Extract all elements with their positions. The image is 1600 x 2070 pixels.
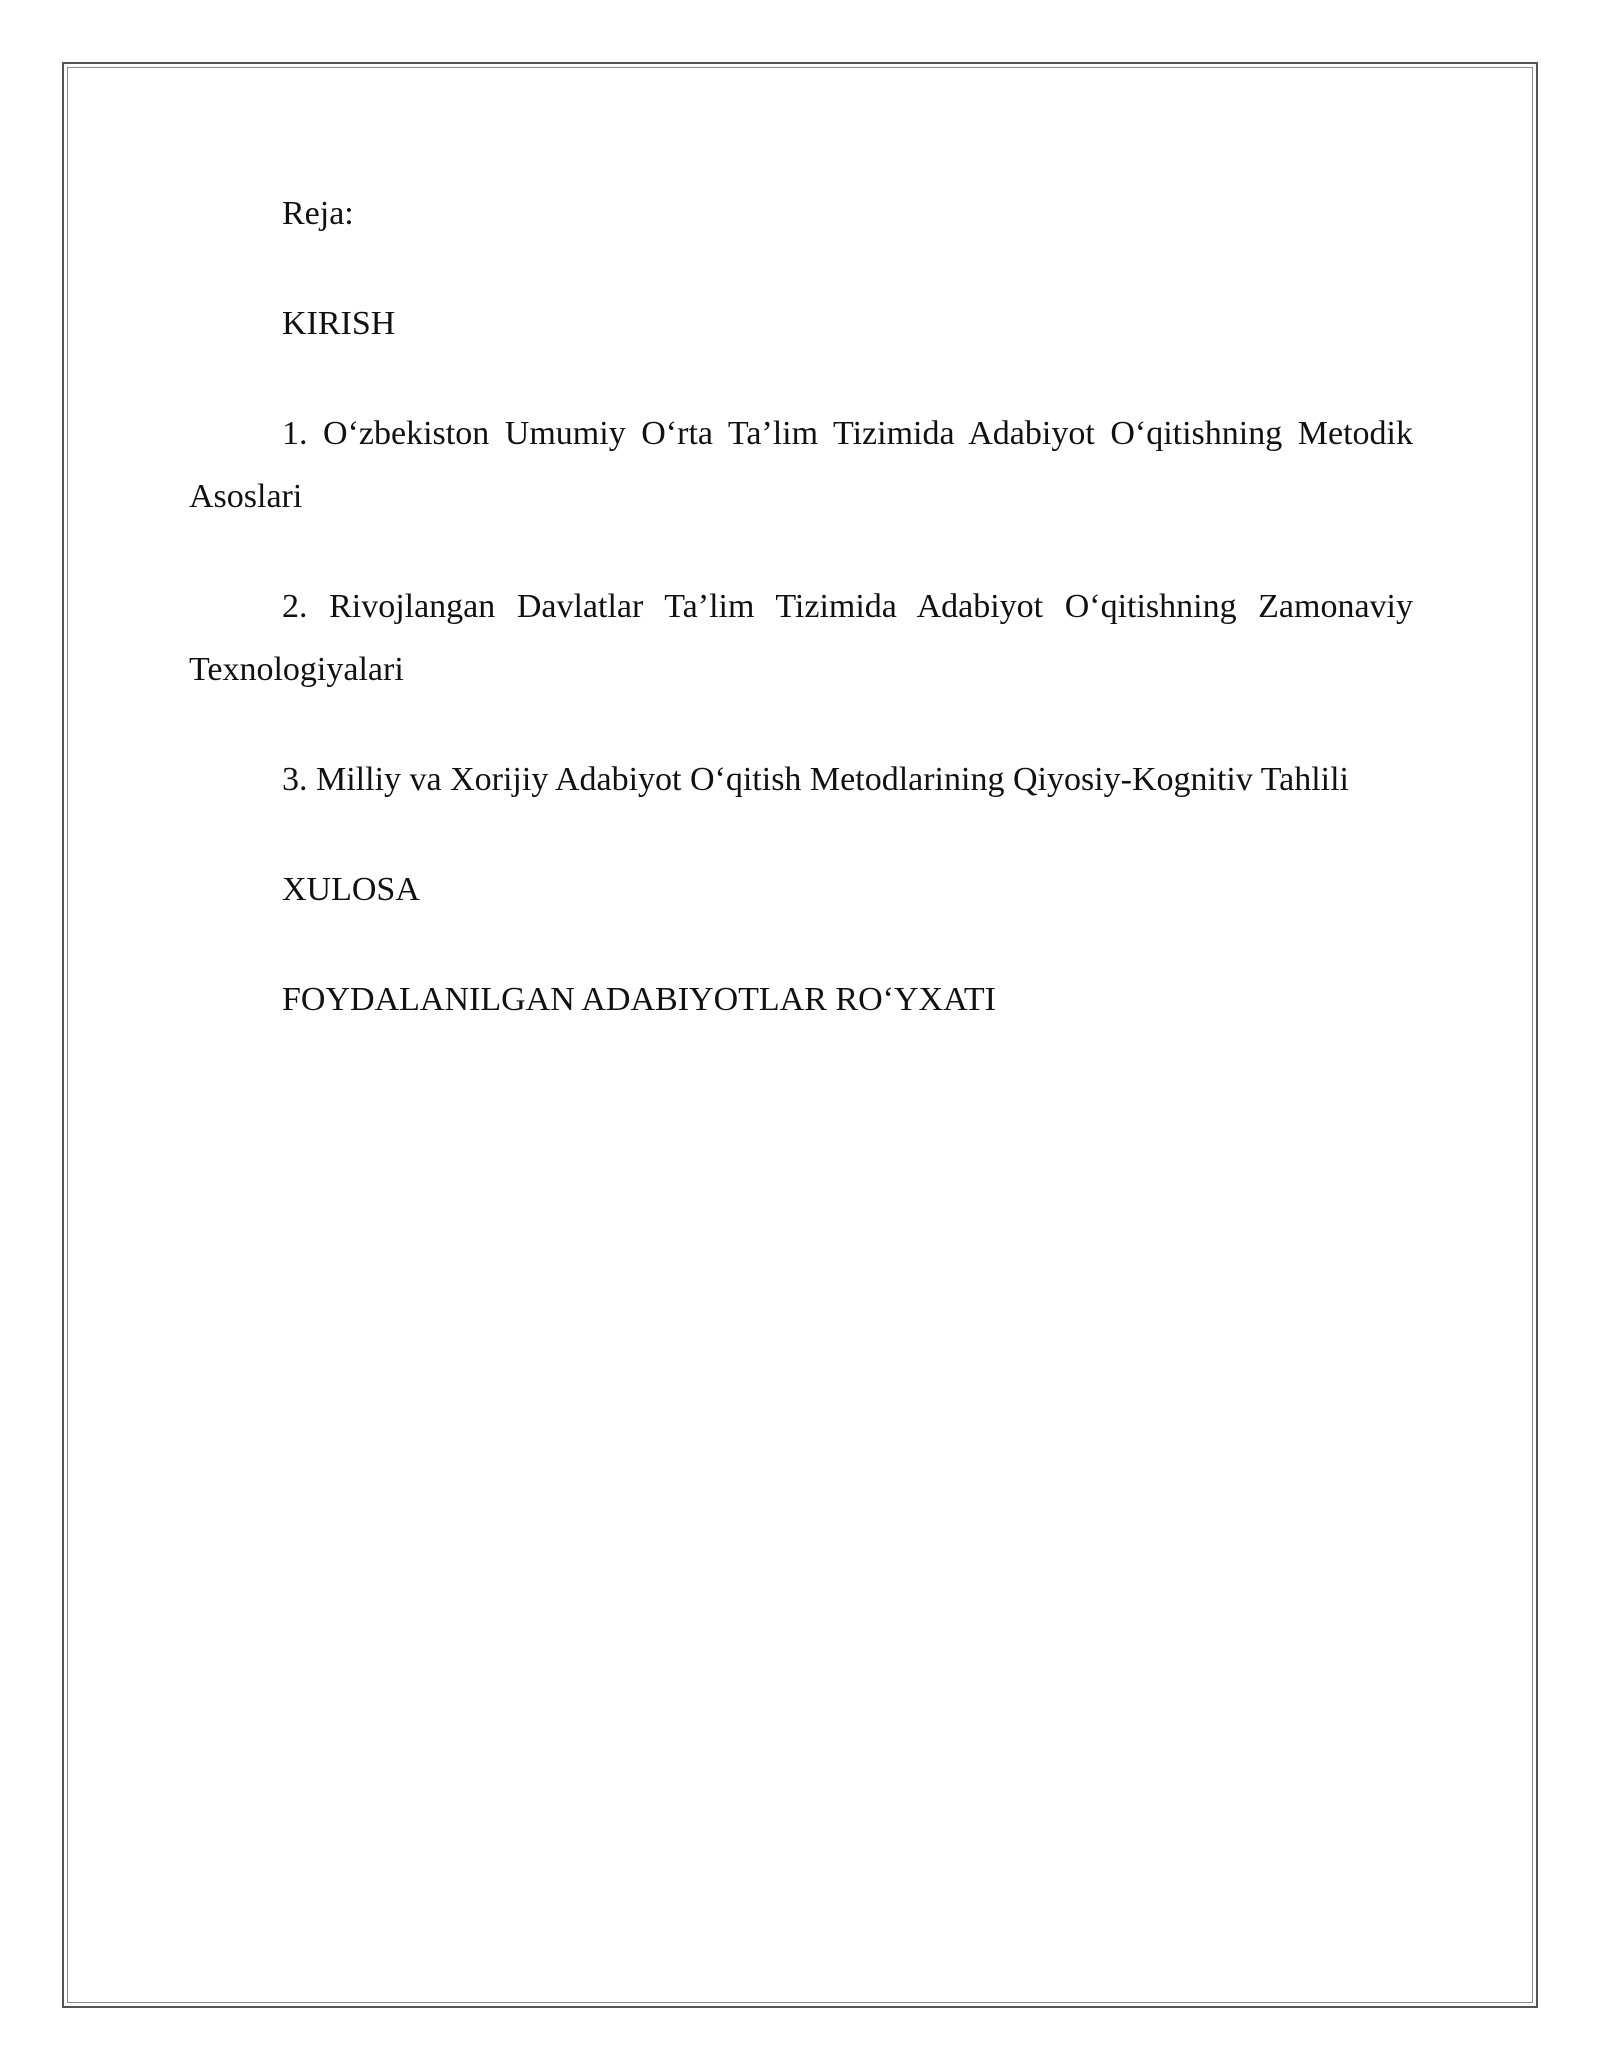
toc-item-conclusion: XULOSA	[282, 871, 420, 908]
toc-item-introduction: KIRISH	[282, 305, 396, 342]
toc-item-chapter-3: 3. Milliy va Xorijiy Adabiyot O‘qitish Metodlarining Qiyosiy-Kognitiv Tahlili	[282, 761, 1349, 798]
toc-item-chapter-1: 1. O‘zbekiston Umumiy O‘rta Ta’lim Tizimida Adabiyot O‘qitishning Metodik Asoslari	[189, 415, 1413, 515]
toc-item-references: FOYDALANILGAN ADABIYOTLAR RO‘YXATI	[282, 981, 996, 1018]
toc-item-chapter-2: 2. Rivojlangan Davlatlar Ta’lim Tizimida Adabiyot O‘qitishning Zamonaviy Texnologiyalari	[189, 588, 1413, 688]
document-body	[189, 182, 1413, 1078]
plan-heading: Reja:	[282, 195, 354, 232]
